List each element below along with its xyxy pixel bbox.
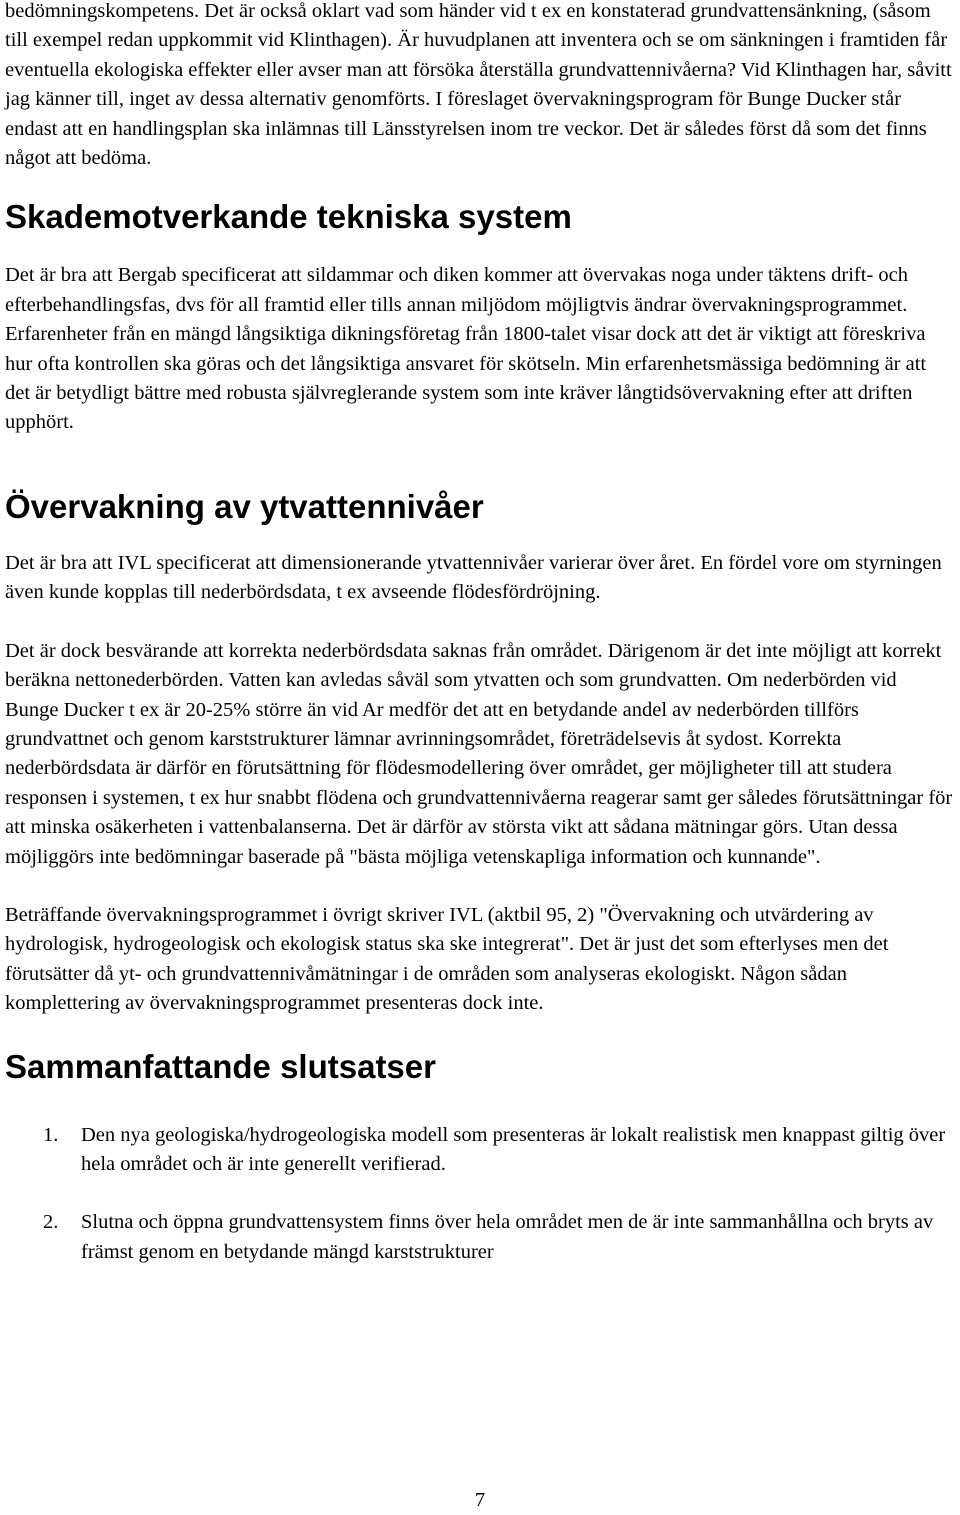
list-item — [5, 1121, 955, 1180]
list-item-text: Den nya geologiska/hydrogeologiska modell som presenteras är lokalt realistisk men knappast giltig över hela området och är inte generellt verifierad. — [81, 1123, 946, 1175]
list-item-text: Slutna och öppna grundvattensystem finns över hela området men de är inte sammanhållna och bryts av främst genom en betydande mängd karststrukturer — [81, 1211, 934, 1263]
list-item — [5, 1208, 955, 1267]
list-item-number: 1. — [43, 1123, 59, 1146]
page-number: 7 — [474, 1489, 486, 1511]
section-heading-sammanfattande: Sammanfattande slutsatser — [5, 1047, 436, 1085]
section-heading-skademotverkande: Skademotverkande tekniska system — [5, 198, 572, 236]
section-heading-overvakning: Övervakning av ytvattennivåer — [5, 487, 484, 525]
overvakning-paragraph-1: Det är bra att IVL specificerat att dimensionerande ytvattennivåer varierar över året. En fördel vore om styrningen även kunde kopplas till nederbördsdata, t ex avseende flödesfördröjning. — [5, 551, 942, 604]
intro-paragraph: bedömningskompetens. Det är också oklart vad som händer vid t ex en konstaterad grundvattensänkning, (såsom till exempel redan uppkommit vid Klinthagen). Är huvudplanen att inventera och se om sänkningen i framtiden får eventuella ekologiska effekter eller avser man att försöka återställa grundvattennivåerna? Vid Klinthagen har, såvitt jag känner till, inget av dessa alternativ genomförts. I föreslaget övervakningsprogram för Bunge Ducker står endast att en handlingsplan ska inlämnas till Länsstyrelsen inom tre veckor. Det är således först då som det finns något att bedöma. — [5, 0, 952, 170]
skademotverkande-paragraph: Det är bra att Bergab specificerat att sildammar och diken kommer att övervakas noga under täktens drift- och efterbehandlingsfas, dvs för all framtid eller tills annan miljödom möjligtvis ändrar övervakningsprogrammet. Erfarenheter från en mängd långsiktiga dikningsföretag från 1800-talet visar dock att det är viktigt att föreskriva hur ofta kontrollen ska göras och det långsiktiga ansvaret för skötseln. Min erfarenhetsmässiga bedömning är att det är betydligt bättre med robusta självreglerande system som inte kräver långtidsövervakning efter att driften upphört. — [5, 264, 927, 434]
overvakning-paragraph-2: Det är dock besvärande att korrekta nederbördsdata saknas från området. Därigenom är det inte möjligt att korrekt beräkna nettonederbörden. Vatten kan avledas såväl som ytvatten och som grundvatten. Om nederbörden vid Bunge Ducker t ex är 20-25% större än vid Ar medför det att en betydande andel av nederbörden tillförs grundvattnet och genom karststrukturer lämnar avrinningsområdet, företrädelsevis åt sydost. Korrekta nederbördsdata är därför en förutsättning för flödesmodellering över området, ger möjligheter till att studera responsen i systemen, t ex hur snabbt flödena och grundvattennivåerna reagerar samt ger således förutsättningar för att minska osäkerheten i vattenbalanserna. Det är därför av största vikt att sådana mätningar görs. Utan dessa möjliggörs inte bedömningar baserade på "bästa möjliga vetenskapliga information och kunnande". — [5, 639, 953, 868]
list-item-number: 2. — [43, 1211, 59, 1234]
document-page — [5, 0, 955, 1267]
conclusions-list — [5, 1121, 955, 1268]
overvakning-paragraph-3: Beträffande övervakningsprogrammet i övrigt skriver IVL (aktbil 95, 2) "Övervakning och utvärdering av hydrologisk, hydrogeologisk och ekologisk status ska ske integrerat". Det är just det som efterlyses men det förutsätter då yt- och grundvattennivåmätningar i de områden som analyseras ekologiskt. Någon sådan komplettering av övervakningsprogrammet presenteras dock inte. — [5, 903, 889, 1015]
